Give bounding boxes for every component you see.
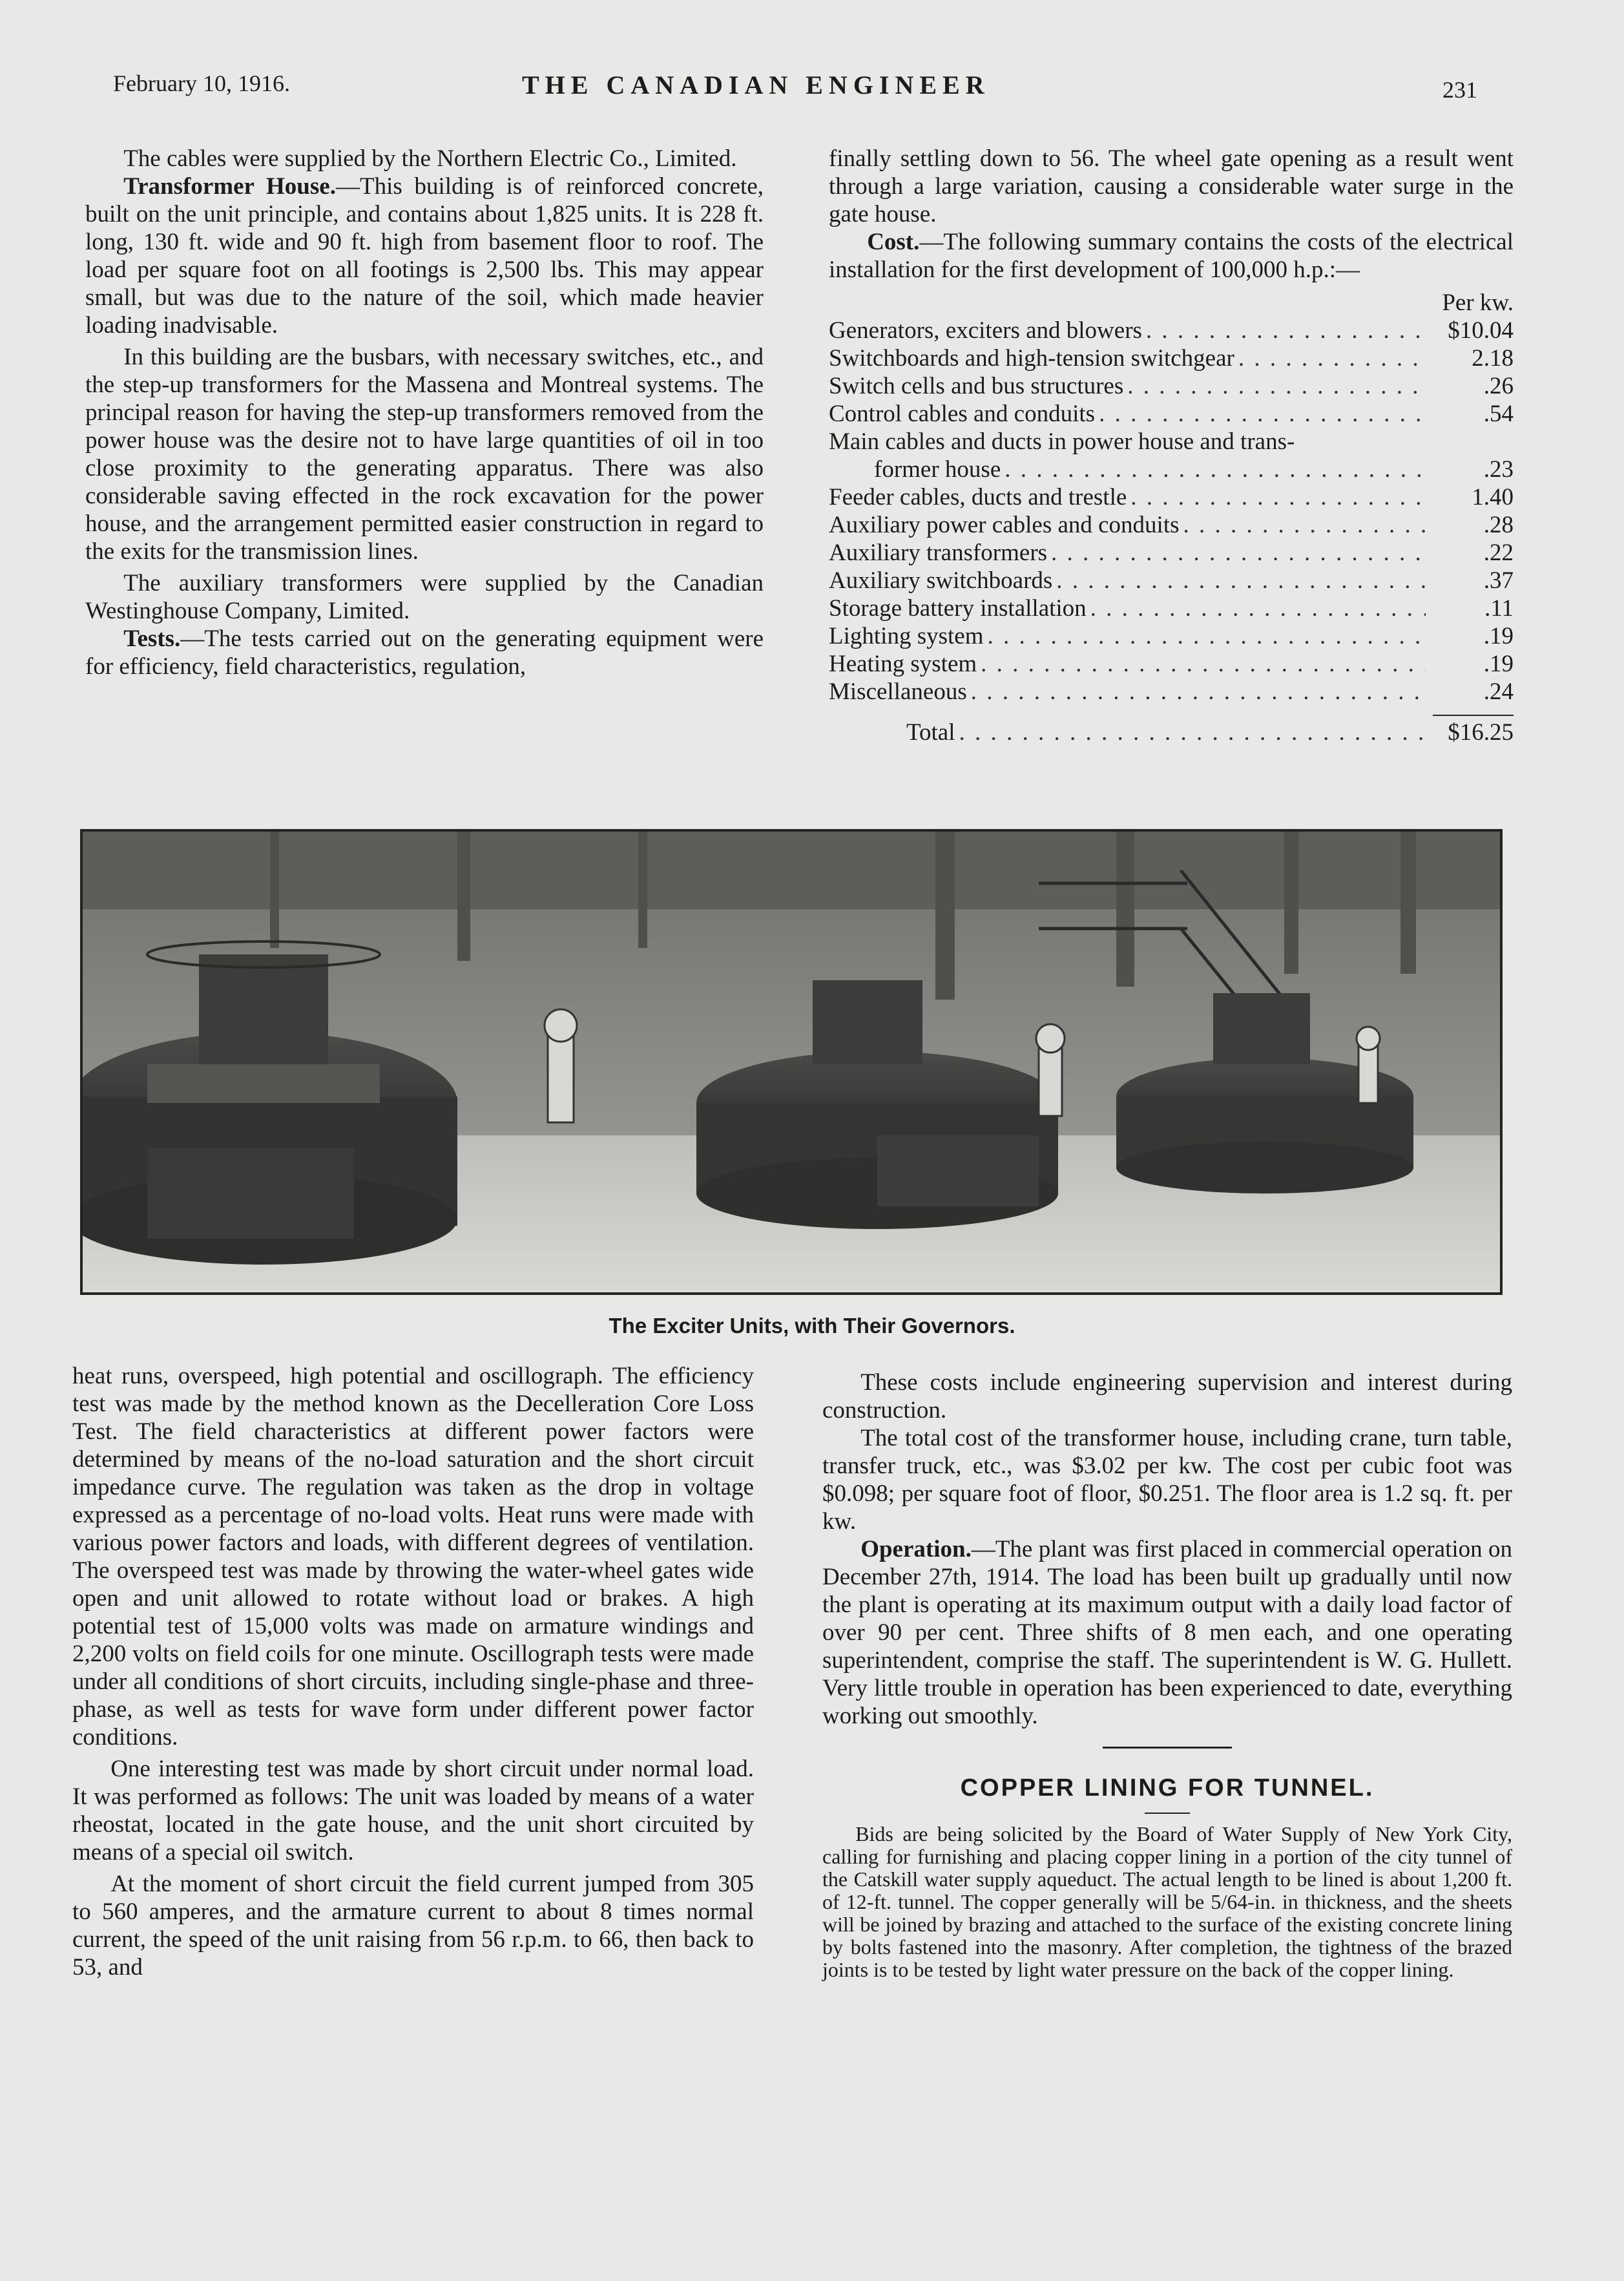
leader-dots — [1127, 372, 1426, 400]
paragraph-short-circuit-test: One interesting test was made by short circuit under normal load. It was performed as follows: The unit was loaded by means of a water rheostat, located in the gate house, and the unit short circuited by means of a special oil switch. — [72, 1756, 754, 1866]
cost-item-label: Control cables and conduits — [829, 401, 1096, 427]
right-column-top — [829, 145, 1514, 746]
operation-text: —The plant was first placed in commercial operation on December 27th, 1914. The load has been built up gradually until now the plant is operating at its maximum output with a daily load factor of over 90 per cent. Three shifts of 8 men each, and one operating superintendent, comprise the staff. The superintendent is W. G. Hullett. Very little trouble in operation has been experienced to date, everything working out smoothly. — [822, 1536, 1512, 1729]
figure-caption: The Exciter Units, with Their Governors. — [609, 1314, 1015, 1338]
cost-item-amount: .22 — [1483, 540, 1514, 566]
cost-row — [829, 456, 1514, 483]
run-in-heading-cost: Cost. — [867, 229, 920, 255]
cost-row — [829, 650, 1514, 678]
section-divider — [1103, 1747, 1232, 1749]
right-column-bottom — [822, 1369, 1512, 1981]
cost-item-label: former house — [874, 456, 1001, 483]
run-in-heading-operation: Operation. — [860, 1536, 972, 1562]
cost-item-amount: .54 — [1483, 401, 1514, 427]
cost-row — [829, 400, 1514, 428]
paragraph-transformer-house-cost: The total cost of the transformer house, including crane, turn table, transfer truck, etc., was $3.02 per kw. The cost per cubic foot was $0.098; per square foot of floor, $0.251. The floor area is 1.2 sq. ft. per kw. — [822, 1425, 1512, 1535]
paragraph-field-current: At the moment of short circuit the field current jumped from 305 to 560 amperes, and the armature current to about 8 times normal current, the speed of the unit raising from 56 r.p.m. to 66, then back to 53, and — [72, 1871, 754, 1981]
running-head-date: February 10, 1916. — [113, 70, 290, 96]
cost-row — [829, 594, 1514, 622]
section-title-copper-lining: COPPER LINING FOR TUNNEL. — [960, 1774, 1375, 1802]
cost-item-label: Feeder cables, ducts and trestle — [829, 484, 1127, 510]
cost-item-amount: .37 — [1483, 567, 1514, 594]
cost-item-label: Auxiliary transformers — [829, 540, 1048, 566]
cost-row — [829, 344, 1514, 372]
cost-item-label: Miscellaneous — [829, 678, 967, 705]
tests-text: —The tests carried out on the generating equipment were for efficiency, field characteristics, regulation, — [85, 625, 764, 680]
exciter-units-photo — [80, 829, 1503, 1295]
running-head-journal-title: THE CANADIAN ENGINEER — [522, 70, 990, 100]
cost-item-label: Switchboards and high-tension switchgear — [829, 345, 1234, 372]
cost-item-label: Generators, exciters and blowers — [829, 317, 1142, 344]
cost-item-amount: .19 — [1483, 623, 1514, 649]
leader-dots — [1099, 400, 1426, 428]
leader-dots — [971, 678, 1426, 706]
cost-row — [829, 428, 1514, 456]
paragraph-busbars: In this building are the busbars, with necessary switches, etc., and the step-up transformers for the Massena and Montreal systems. The principal reason for having the step-up transformers removed from the power house was the desire not to have large quantities of oil in too close proximity to the generating apparatus. There was also considerable saving effected in the rock excavation for the power house, and the arrangement permitted easier construction in regard to the exits for the transmission lines. — [85, 344, 764, 565]
leader-dots — [1090, 594, 1426, 622]
cost-row — [829, 317, 1514, 344]
paragraph-transformer-house — [85, 173, 764, 339]
section-title-rule — [1145, 1813, 1190, 1814]
cost-row — [829, 678, 1514, 706]
leader-dots — [1183, 511, 1426, 539]
paragraph-test-methods: heat runs, overspeed, high potential and oscillograph. The efficiency test was made by the method known as the Decelleration Core Loss Test. The field characteristics at different power factors were determined by means of the no-load saturation and the short circuit impedance curve. The regulation was taken as the drop in voltage expressed as a percentage of no-load volts. Heat runs were made with various power factors and loads, with different degrees of ventilation. The overspeed test was made by throwing the water-wheel gates wide open and unit allowed to rotate without load or brakes. A high potential test of 15,000 volts was made on armature windings and 2,200 volts on field coils for one minute. Oscillograph tests were made under all conditions of short circuits, including single-phase and three-phase, as well as tests for wave form under different power factor conditions. — [72, 1363, 754, 1750]
cost-item-amount: .11 — [1484, 595, 1514, 622]
paragraph-copper-lining: Bids are being solicited by the Board of Water Supply of New York City, calling for furnishing and placing copper lining in a portion of the city tunnel of the Catskill water supply aqueduct. The actual length to be lined is about 1,200 ft. of 12-ft. tunnel. The copper generally will be 5/64-in. in thickness, and the sheets will be joined by brazing and attached to the surface of the existing concrete lining by bolts fastened into the masonry. After completion, the tightness of the brazed joints is to be tested by light water pressure on the back of the copper lining. — [822, 1822, 1512, 1981]
leader-dots — [987, 622, 1426, 650]
leader-dots — [1146, 317, 1426, 344]
cost-row — [829, 539, 1514, 567]
cost-item-amount: .23 — [1483, 456, 1514, 483]
paragraph-auxiliary-transformers: The auxiliary transformers were supplied by the Canadian Westinghouse Company, Limited. — [85, 570, 764, 624]
run-in-heading-tests: Tests. — [123, 625, 181, 652]
cost-row — [829, 567, 1514, 594]
cost-item-amount: $10.04 — [1448, 317, 1514, 344]
cost-row — [829, 511, 1514, 539]
cost-item-amount: .24 — [1483, 678, 1514, 705]
paragraph-operation — [822, 1535, 1512, 1730]
paragraph-gate-opening: finally settling down to 56. The wheel gate opening as a result went through a large variation, causing a considerable water surge in the gate house. — [829, 145, 1514, 227]
total-rule — [1433, 715, 1514, 716]
cost-item-amount: .26 — [1483, 373, 1514, 399]
run-in-heading-transformer-house: Transformer House. — [123, 173, 336, 200]
cost-total-amount: $16.25 — [1448, 719, 1514, 746]
leader-dots — [1130, 483, 1426, 511]
paragraph-tests — [85, 625, 764, 680]
transformer-house-text: —This building is of reinforced concrete, built on the unit principle, and contains about 1,825 units. It is 228 ft. long, 130 ft. wide and 90 ft. high from basement floor to roof. The load per square foot on all footings is 2,500 lbs. This may appear small, but was due to the nature of the soil, which made heavier loading inadvisable. — [85, 173, 764, 339]
page-number: 231 — [1442, 77, 1477, 103]
leader-dots — [1238, 344, 1426, 372]
cost-item-amount: 2.18 — [1472, 345, 1514, 372]
leader-dots — [1056, 567, 1426, 594]
leader-dots — [1051, 539, 1426, 567]
paragraph-costs-include: These costs include engineering supervision and interest during construction. — [822, 1369, 1512, 1424]
leader-dots — [981, 650, 1426, 678]
cost-item-label: Lighting system — [829, 623, 984, 649]
cost-item-amount: .19 — [1483, 651, 1514, 677]
cost-text: —The following summary contains the costs of the electrical installation for the first development of 100,000 h.p.:— — [829, 229, 1514, 283]
left-column-top — [85, 145, 764, 680]
leader-dots — [959, 719, 1426, 746]
paragraph-cost — [829, 228, 1514, 284]
cost-row — [829, 483, 1514, 511]
cost-item-label: Main cables and ducts in power house and trans- — [829, 428, 1295, 455]
cost-row — [829, 622, 1514, 650]
cost-item-amount: 1.40 — [1472, 484, 1514, 510]
left-column-bottom — [72, 1362, 754, 1981]
cost-table — [829, 317, 1514, 706]
cost-item-label: Heating system — [829, 651, 977, 677]
cost-item-label: Auxiliary switchboards — [829, 567, 1053, 594]
cost-item-amount: .28 — [1483, 512, 1514, 538]
cost-item-label: Switch cells and bus structures — [829, 373, 1124, 399]
leader-dots — [1005, 456, 1426, 483]
paragraph-cables: The cables were supplied by the Northern Electric Co., Limited. — [123, 145, 737, 172]
cost-item-label: Storage battery installation — [829, 595, 1087, 622]
cost-total-row — [829, 719, 1514, 746]
cost-row — [829, 372, 1514, 400]
cost-total-label: Total — [906, 719, 955, 746]
cost-item-label: Auxiliary power cables and conduits — [829, 512, 1180, 538]
cost-column-header: Per kw. — [1442, 289, 1514, 316]
